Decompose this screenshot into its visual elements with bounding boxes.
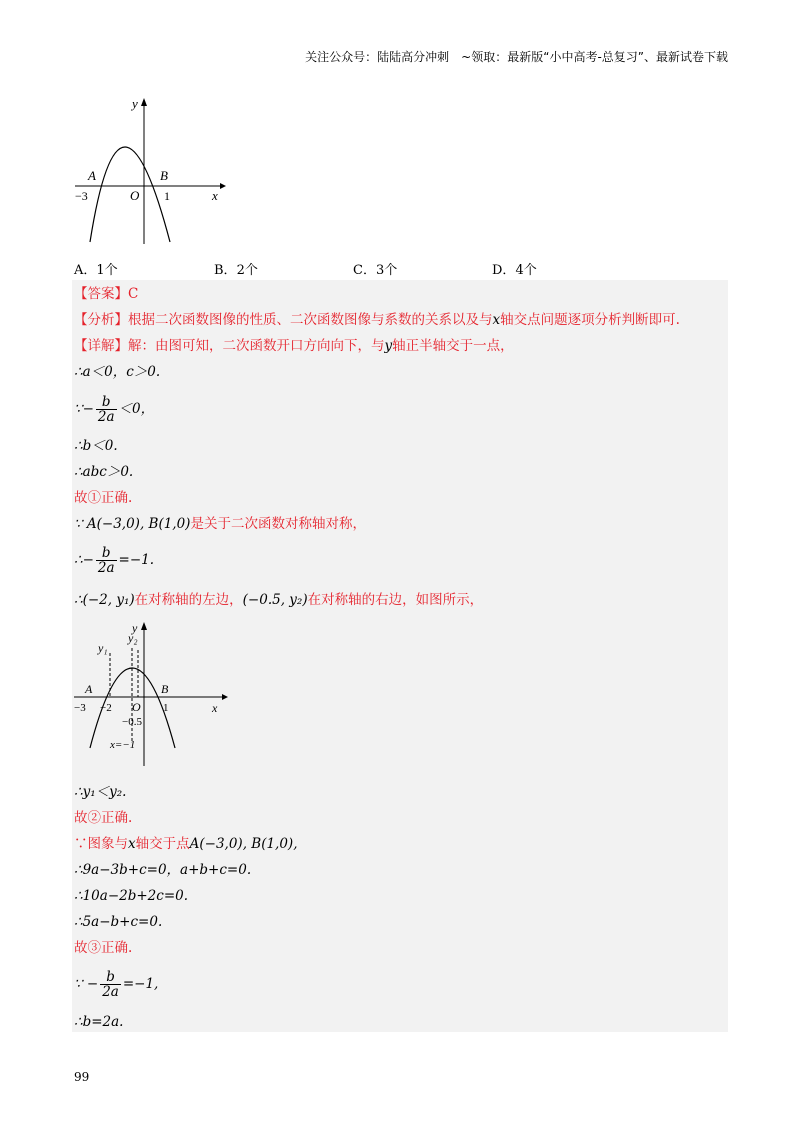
x-axis-label: x xyxy=(212,701,218,715)
choice-c[interactable]: C．3个 xyxy=(353,263,398,278)
choice-a[interactable]: A．1个 xyxy=(74,263,118,278)
y-axis-arrow xyxy=(141,98,147,106)
step-12: ∴9a−3b+c=0，a+b+c=0. xyxy=(74,862,252,878)
step-4: ∴abc＞0. xyxy=(74,464,134,480)
step-14: ∴5a−b+c=0. xyxy=(74,914,163,930)
tick-neg3: −3 xyxy=(75,189,88,203)
y-axis-arrow xyxy=(141,622,147,630)
point-b-label: B xyxy=(160,168,168,183)
answer-line: 【答案】C xyxy=(74,286,139,302)
origin-label: O xyxy=(132,700,141,714)
x-axis-label: x xyxy=(212,188,218,203)
step-15: 故③正确. xyxy=(74,940,133,956)
step-13: ∴10a−2b+2c=0. xyxy=(74,888,189,904)
answer-choices xyxy=(74,259,734,277)
choice-b[interactable]: B．2个 xyxy=(214,263,258,278)
detail-line: 【详解】解：由图可知，二次函数开口方向向下，与y轴正半轴交于一点， xyxy=(74,338,514,354)
page-number: 99 xyxy=(74,1070,90,1084)
y-axis-label: y xyxy=(132,621,138,635)
step-2: ∵− $\frac{b}{2a}$ ＜0， xyxy=(74,394,155,425)
parabola-graph-2 xyxy=(70,620,235,770)
point-a-label: A xyxy=(88,168,96,183)
step-3: ∴b＜0. xyxy=(74,438,118,454)
step-5: 故①正确. xyxy=(74,490,133,506)
step-1: ∴a＜0，c＞0. xyxy=(74,364,161,380)
tick-neg05: −0.5 xyxy=(122,716,142,728)
y-axis-label: y xyxy=(132,96,138,111)
tick-1: 1 xyxy=(164,189,170,203)
x-axis-arrow xyxy=(222,694,228,700)
x-axis-arrow xyxy=(220,183,226,189)
symmetry-axis-label: x=−1 xyxy=(110,739,136,751)
step-16: ∵ − $\frac{b}{2a}$ =−1, xyxy=(74,969,159,1000)
step-9: ∴y₁＜y₂. xyxy=(74,784,127,800)
origin-label: O xyxy=(130,188,140,203)
step-8: ∴(−2, y₁)在对称轴的左边，(−0.5, y₂)在对称轴的右边，如图所示， xyxy=(74,592,484,608)
step-7: ∴− $\frac{b}{2a}$ =−1. xyxy=(74,545,155,576)
step-10: 故②正确. xyxy=(74,810,133,826)
step-11: ∵图象与x轴交于点A(−3,0), B(1,0), xyxy=(74,836,298,852)
y1-label: y₁ xyxy=(98,641,108,655)
tick-neg3: −3 xyxy=(74,702,86,714)
step-6: ∵ A(−3,0), B(1,0)是关于二次函数对称轴对称， xyxy=(74,516,366,532)
step-17: ∴b=2a. xyxy=(74,1014,124,1030)
y2-label: y₂ xyxy=(128,631,138,645)
point-b-label: B xyxy=(161,682,169,696)
page-header: 关注公众号：陆陆高分冲刺 ~领取：最新版“小中高考-总复习”、最新试卷下载 xyxy=(305,50,728,64)
tick-neg2: −2 xyxy=(100,702,112,714)
point-a-label: A xyxy=(85,682,93,696)
tick-1: 1 xyxy=(163,702,169,714)
parabola-graph-1 xyxy=(70,92,230,252)
choice-d[interactable]: D．4个 xyxy=(492,263,537,278)
analysis-line: 【分析】根据二次函数图像的性质、二次函数图像与系数的关系以及与x轴交点问题逐项分析判断即可. xyxy=(74,312,680,328)
